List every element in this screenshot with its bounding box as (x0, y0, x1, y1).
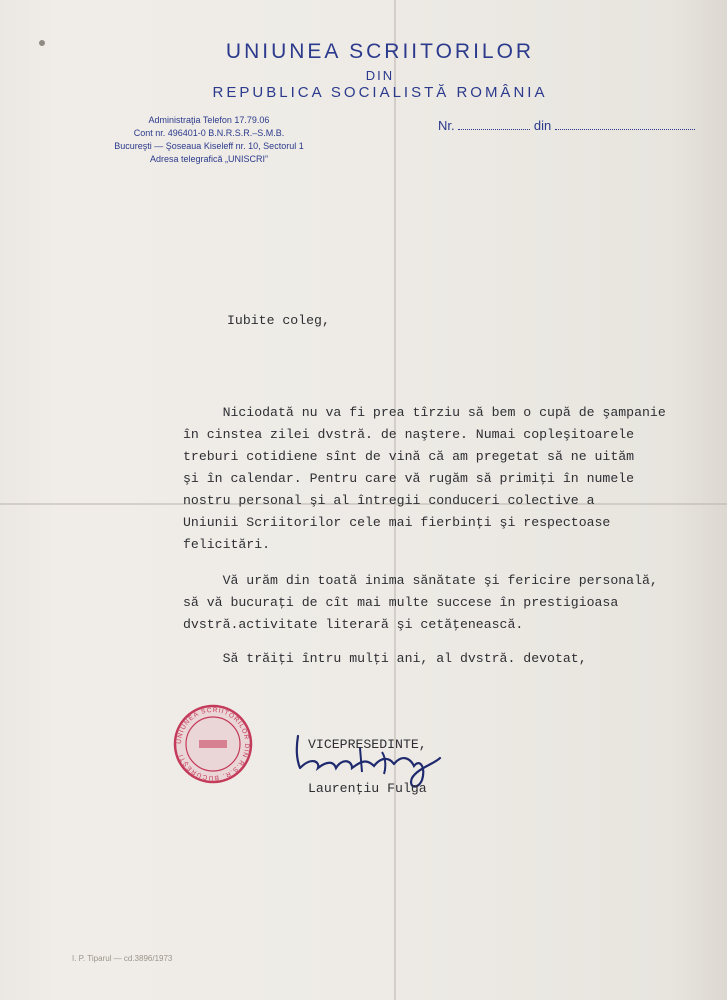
printer-footer: I. P. Tiparul — cd.3896/1973 (72, 954, 173, 963)
letterhead-din: DIN (365, 68, 395, 83)
din-label: din (533, 118, 552, 133)
admin-block (104, 114, 314, 166)
letterhead-republic: REPUBLICA SOCIALISTĂ ROMÂNIA (212, 84, 548, 101)
nr-blank (458, 119, 530, 130)
letterhead-title: UNIUNEA SCRIITORILOR (225, 40, 535, 63)
din-blank (555, 119, 695, 130)
admin-account: Cont nr. 496401-0 B.N.R.S.R.–S.M.B. (133, 128, 285, 138)
admin-address: Bucureşti — Şoseaua Kiseleff nr. 10, Sectorul 1 (114, 141, 304, 151)
admin-telegraph: Adresa telegrafică „UNISCRI” (149, 154, 269, 164)
signer-name: Laurenţiu Fulga (308, 781, 427, 796)
nr-label: Nr. (438, 118, 455, 133)
official-stamp (171, 702, 255, 786)
stamp-text: UNIUNEA SCRIITORILOR DIN R.S.R. BUCUREŞTI (175, 706, 251, 782)
punch-mark (39, 40, 45, 46)
letter-paragraph-1: Niciodată nu va fi prea tîrziu să bem o cupă de şampanie în cinstea zilei dvstră. de naştere. Numai copleşitoarele treburi cotidiene sînt de vină că am pregetat să ne uităm şi în calendar. Pentru care vă rugăm să primiţi în numele nostru personal şi al întregii conduceri colective a Uniunii Scriitorilor cele mai fierbinţi şi respectoase felicitări. (183, 405, 666, 552)
reference-field (438, 118, 695, 133)
letter-paragraph-3: Să trăiţi întru mulţi ani, al dvstră. devotat, (183, 651, 587, 666)
letter-paragraph-2: Vă urăm din toată inima sănătate şi fericire personală, să vă bucuraţi de cît mai multe succese în prestigioasa dvstră.activitate literară şi cetăţenească. (183, 573, 658, 632)
admin-phone: Administraţia Telefon 17.79.06 (148, 115, 270, 125)
salutation: Iubite coleg, (227, 313, 330, 328)
signer-title: VICEPRESEDINTE, (308, 737, 427, 752)
